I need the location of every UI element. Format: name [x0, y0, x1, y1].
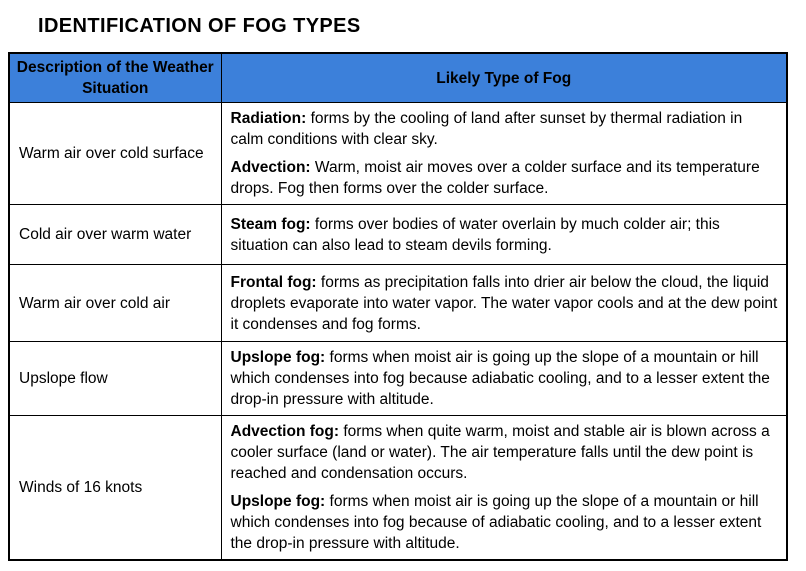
- table-row: [9, 416, 787, 561]
- fog-text: forms when moist air is going up the slope of a mountain or hill which condenses into fog because adiabatic cooling, and to a lesser extent the drop-in pressure with altitude.: [230, 349, 770, 408]
- fog-term: Advection fog:: [230, 423, 339, 440]
- weather-situation-cell: Upslope flow: [9, 342, 221, 416]
- fog-text: Warm, moist air moves over a colder surface and its temperature drops. Fog then forms over the colder surface.: [230, 159, 760, 197]
- fog-description-cell: [221, 416, 787, 561]
- weather-situation-cell: Winds of 16 knots: [9, 416, 221, 561]
- fog-entry: [231, 421, 779, 484]
- fog-entry: [231, 108, 779, 150]
- column-header-weather-situation: Description of the Weather Situation: [9, 53, 221, 103]
- table-header-row: [9, 53, 787, 103]
- table-row: [9, 103, 787, 205]
- fog-term: Radiation:: [230, 110, 307, 127]
- fog-types-table: [8, 52, 788, 561]
- fog-entry: [231, 347, 779, 410]
- column-header-fog-type: Likely Type of Fog: [221, 53, 787, 103]
- weather-situation-cell: Warm air over cold air: [9, 265, 221, 342]
- table-row: [9, 205, 787, 265]
- fog-text: forms as precipitation falls into drier air below the cloud, the liquid droplets evaporate into water vapor. The water vapor cools and at the dew point it condenses and fog forms.: [230, 273, 778, 333]
- fog-description-cell: [221, 205, 787, 265]
- fog-text: forms when moist air is going up the slope of a mountain or hill which condenses into fog because of adiabatic cooling, and to a lesser extent the drop-in pressure with altitude.: [230, 493, 762, 552]
- fog-entry: [231, 272, 779, 335]
- fog-entry: [231, 214, 779, 256]
- fog-text: forms when quite warm, moist and stable air is blown across a cooler surface (land or water). The air temperature falls until the dew point is reached and condensation occurs.: [230, 423, 770, 482]
- fog-term: Steam fog:: [230, 215, 311, 233]
- fog-text: forms over bodies of water overlain by much colder air; this situation can also lead to steam devils forming.: [230, 215, 720, 254]
- fog-entry: [231, 491, 779, 554]
- fog-description-cell: [221, 103, 787, 205]
- weather-situation-cell: Cold air over warm water: [9, 205, 221, 265]
- fog-term: Frontal fog:: [230, 273, 317, 291]
- fog-term: Advection:: [230, 159, 311, 176]
- page-title: IDENTIFICATION OF FOG TYPES: [38, 15, 361, 37]
- fog-entry: [231, 157, 779, 199]
- fog-description-cell: [221, 265, 787, 342]
- weather-situation-cell: Warm air over cold surface: [9, 103, 221, 205]
- fog-text: forms by the cooling of land after sunset by thermal radiation in calm conditions with clear sky.: [230, 110, 743, 148]
- fog-description-cell: [221, 342, 787, 416]
- table-row: [9, 342, 787, 416]
- fog-term: Upslope fog:: [230, 349, 326, 366]
- table-row: [9, 265, 787, 342]
- fog-term: Upslope fog:: [230, 493, 326, 510]
